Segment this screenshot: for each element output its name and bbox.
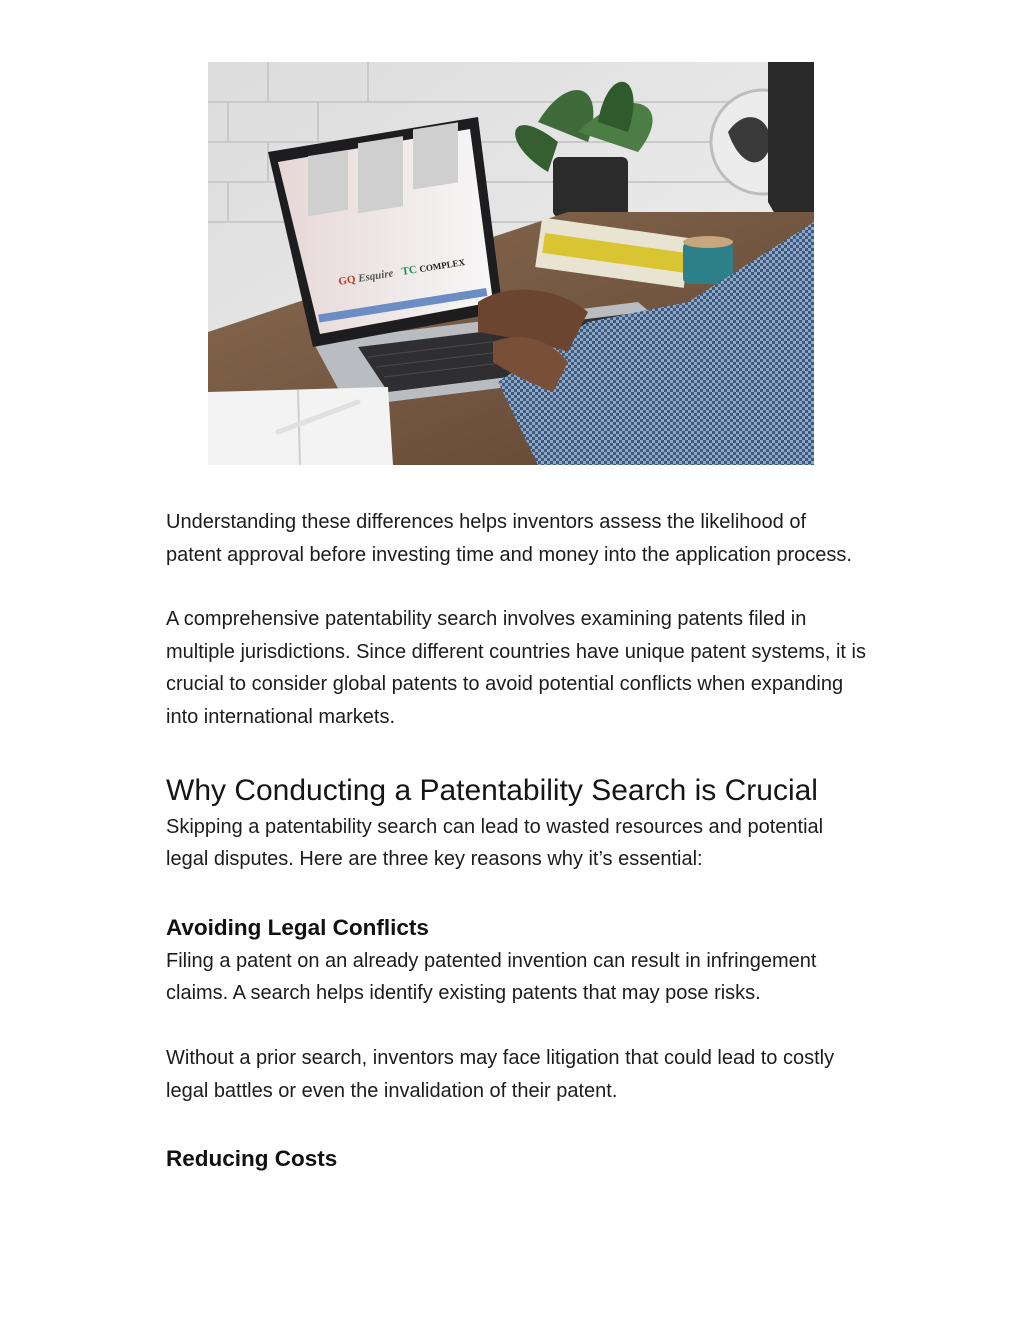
- paragraph-skipping-search: Skipping a patentability search can lead to wasted resources and potential legal disputes. Here are three key reasons why it’s essential:: [166, 815, 824, 871]
- article-body: [166, 506, 866, 1174]
- svg-text:TC: TC: [400, 263, 418, 278]
- hero-photo: [208, 62, 814, 465]
- heading-reducing-costs: Reducing Costs: [166, 1146, 338, 1172]
- heading-avoiding-legal-conflicts: Avoiding Legal Conflicts: [166, 914, 429, 940]
- paragraph-filing-patent: Filing a patent on an already patented invention can result in infringement claims. A search helps identify existing patents that may pose risks.: [166, 949, 817, 1005]
- paragraph-without-search: Without a prior search, inventors may face litigation that could lead to costly legal battles or even the invalidation of their patent.: [166, 1046, 835, 1102]
- svg-text:COMPLEX: COMPLEX: [418, 257, 466, 275]
- svg-text:GQ: GQ: [337, 273, 357, 288]
- paragraph-differences: Understanding these differences helps inventors assess the likelihood of patent approval before investing time and money into the application process.: [166, 511, 852, 566]
- paragraph-comprehensive-search: A comprehensive patentability search involves examining patents filed in multiple jurisdictions. Since different countries have unique patent systems, it is crucial to consider global patents to avoid potential conflicts when expanding into international markets.: [166, 608, 866, 728]
- svg-text:Esquire: Esquire: [357, 267, 395, 285]
- heading-why-search-crucial: Why Conducting a Patentability Search is Crucial: [166, 773, 818, 807]
